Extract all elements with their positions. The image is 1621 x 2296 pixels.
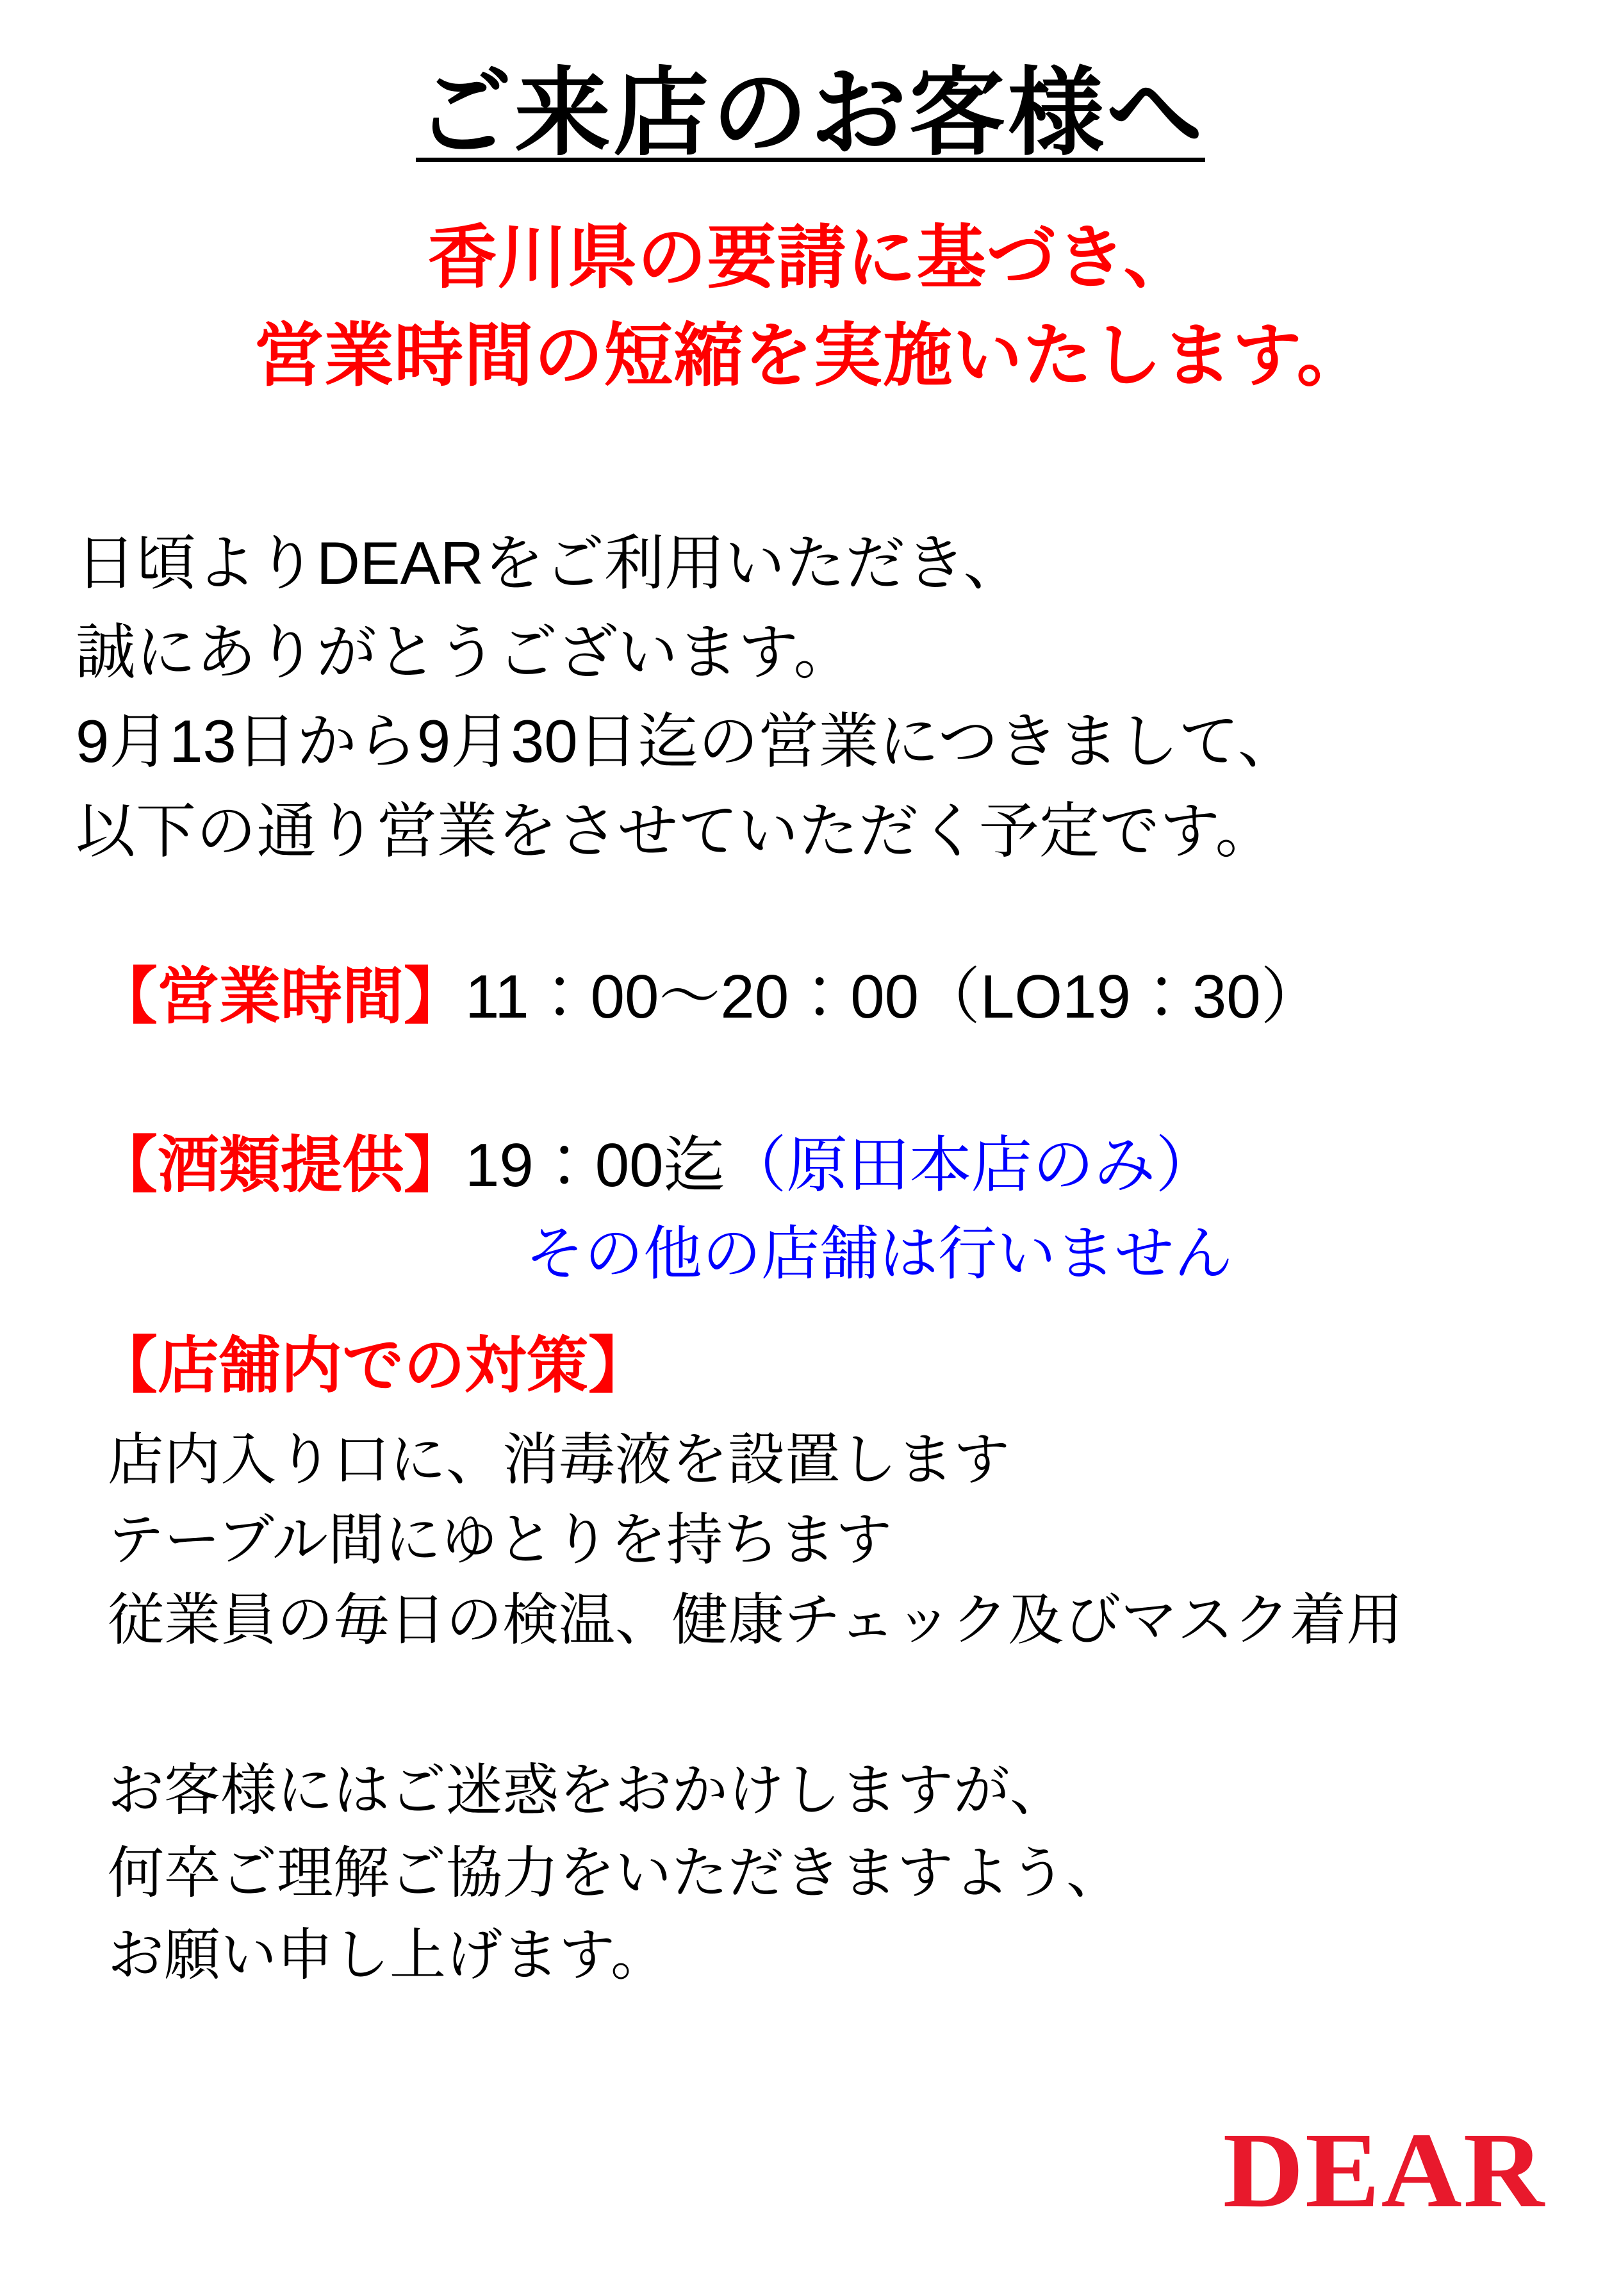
alcohol-service-row — [0, 1128, 1621, 1202]
list-item: テーブル間にゆとりを持ちます — [108, 1507, 893, 1571]
dear-logo: DEAR — [1222, 2111, 1545, 2230]
closing-line: お客様にはご迷惑をおかけしますが、 — [108, 1758, 1067, 1822]
alcohol-service-subnote: その他の店舗は行いません — [525, 1221, 1233, 1287]
measures-heading: 【店舗内での対策】 — [96, 1332, 650, 1401]
closing-paragraph — [0, 1749, 1621, 1996]
alcohol-service-label: 【酒類提供】 — [96, 1130, 465, 1200]
headline — [0, 208, 1621, 405]
closing-line: お願い申し上げます。 — [108, 1923, 667, 1987]
body-line: 誠にありがとうございます。 — [76, 618, 854, 686]
body-paragraph — [0, 518, 1621, 875]
body-line: 日頃よりDEARをご利用いただき、 — [76, 529, 1024, 597]
business-hours-label: 【営業時間】 — [96, 962, 465, 1031]
headline-line-2: 営業時間の短縮を実施いたします。 — [254, 316, 1367, 394]
alcohol-service-note: （原田本店のみ） — [725, 1130, 1217, 1200]
alcohol-service-value: 19：00迄 — [465, 1130, 725, 1200]
measures-list — [0, 1420, 1621, 1660]
headline-line-1: 香川県の要請に基づき、 — [427, 218, 1194, 296]
list-item: 従業員の毎日の検温、健康チェック及びマスク着用 — [108, 1587, 1403, 1651]
body-line: 9月13日から9月30日迄の営業につきまして、 — [76, 707, 1298, 775]
business-hours-row — [0, 960, 1621, 1034]
body-line: 以下の通り営業をさせていただく予定です。 — [76, 797, 1276, 864]
list-item: 店内入り口に、消毒液を設置します — [108, 1427, 1010, 1491]
business-hours-value: 11：00〜20：00（LO19：30） — [465, 962, 1322, 1031]
page-title: ご来店のお客様へ — [415, 59, 1205, 167]
closing-line: 何卒ご理解ご協力をいただきますよう、 — [108, 1840, 1123, 1904]
